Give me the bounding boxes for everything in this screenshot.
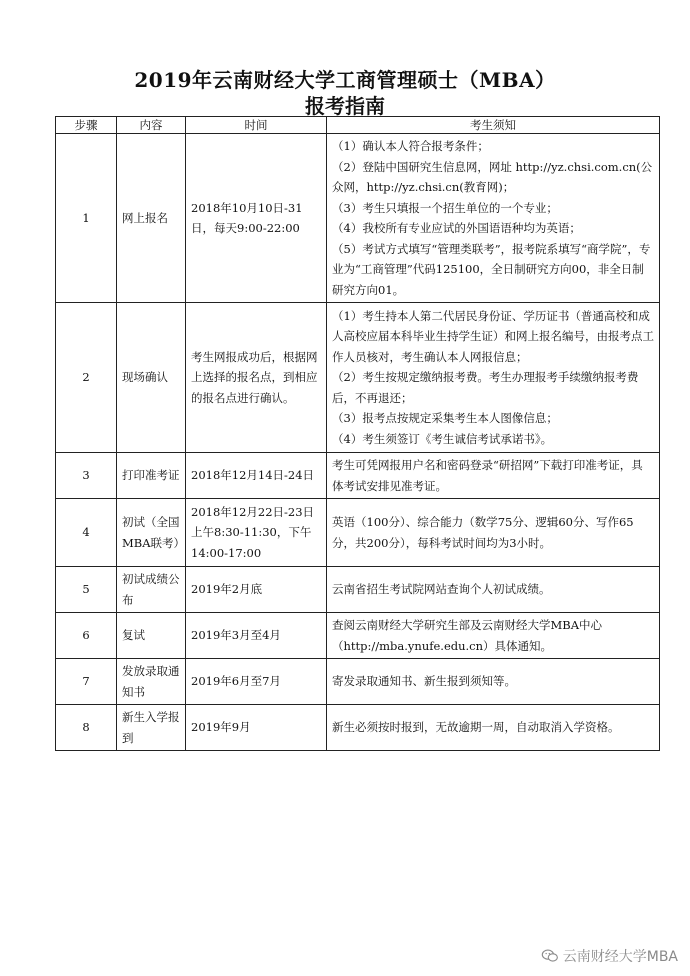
row-step: 7 bbox=[56, 659, 117, 705]
table-row bbox=[56, 613, 660, 659]
row-content: 初试（全国MBA联考） bbox=[117, 499, 186, 567]
row-step: 8 bbox=[56, 705, 117, 751]
note-line: 寄发录取通知书、新生报到须知等。 bbox=[332, 674, 516, 689]
wechat-watermark bbox=[541, 946, 678, 966]
row-step: 6 bbox=[56, 613, 117, 659]
table-row bbox=[56, 499, 660, 567]
row-notes bbox=[327, 567, 660, 613]
row-time: 2018年10月10日-31日，每天9:00-22:00 bbox=[186, 134, 327, 303]
table-row bbox=[56, 303, 660, 453]
application-guide-table bbox=[55, 116, 660, 751]
note-line: （4）我校所有专业应试的外国语语种均为英语； bbox=[332, 221, 581, 235]
row-time: 考生网报成功后，根据网上选择的报名点，到相应的报名点进行确认。 bbox=[186, 303, 327, 453]
header-step: 步骤 bbox=[56, 117, 117, 134]
row-notes bbox=[327, 134, 660, 303]
note-line: （3）考生只填报一个招生单位的一个专业； bbox=[332, 200, 558, 215]
header-notes: 考生须知 bbox=[327, 117, 660, 134]
table-row bbox=[56, 134, 660, 303]
row-notes bbox=[327, 659, 660, 705]
note-line: （3）报考点按规定采集考生本人图像信息； bbox=[332, 411, 558, 426]
row-step: 2 bbox=[56, 303, 117, 453]
document-subtitle: 报考指南 bbox=[305, 94, 385, 118]
note-line: 查阅云南财经大学研究生部及云南财经大学MBA中心（http://mba.ynufe.edu.cn）具体通知。 bbox=[332, 618, 603, 653]
row-content: 现场确认 bbox=[117, 303, 186, 453]
row-notes bbox=[327, 303, 660, 453]
row-time: 2018年12月14日-24日 bbox=[186, 453, 327, 499]
table-row bbox=[56, 705, 660, 751]
row-content: 初试成绩公布 bbox=[117, 567, 186, 613]
note-line: 考生可凭网报用户名和密码登录“研招网”下载打印准考证，具体考试安排见准考证。 bbox=[332, 458, 643, 493]
row-notes bbox=[327, 705, 660, 751]
document-title: 2019年云南财经大学工商管理硕士（MBA） bbox=[134, 68, 556, 92]
table-header-row bbox=[56, 117, 660, 134]
note-line: （1）考生持本人第二代居民身份证、学历证书（普通高校和成人高校应届本科毕业生持学生证）和网上报名编号，由报考点工作人员核对，考生确认本人网报信息； bbox=[332, 308, 654, 364]
header-time: 时间 bbox=[186, 117, 327, 134]
note-line: （4）考生须签订《考生诚信考试承诺书》。 bbox=[332, 431, 553, 446]
note-line: 英语（100分）、综合能力（数学75分、逻辑60分、写作65分，共200分），每科考试时间均为3小时。 bbox=[332, 515, 634, 550]
note-line: （5）考试方式填写“管理类联考”，报考院系填写“商学院”，专业为“工商管理”代码125100，全日制研究方向00，非全日制研究方向01。 bbox=[332, 241, 651, 297]
row-content: 发放录取通知书 bbox=[117, 659, 186, 705]
table-row bbox=[56, 659, 660, 705]
wechat-icon bbox=[541, 949, 559, 963]
note-line: 云南省招生考试院网站查询个人初试成绩。 bbox=[332, 582, 551, 597]
row-time: 2019年6月至7月 bbox=[186, 659, 327, 705]
note-line: （2）登陆中国研究生信息网，网址 http://yz.chsi.com.cn(公众网，http://yz.chsi.cn(教育网)； bbox=[332, 159, 653, 194]
watermark-text: 云南财经大学MBA bbox=[562, 949, 678, 965]
row-content: 复试 bbox=[117, 613, 186, 659]
row-time: 2018年12月22日-23日上午8:30-11:30，下午14:00-17:00 bbox=[186, 499, 327, 567]
row-step: 3 bbox=[56, 453, 117, 499]
header-content: 内容 bbox=[117, 117, 186, 134]
row-content: 网上报名 bbox=[117, 134, 186, 303]
row-time: 2019年2月底 bbox=[186, 567, 327, 613]
table-row bbox=[56, 567, 660, 613]
row-content: 新生入学报到 bbox=[117, 705, 186, 751]
row-notes bbox=[327, 453, 660, 499]
row-time: 2019年9月 bbox=[186, 705, 327, 751]
row-content: 打印准考证 bbox=[117, 453, 186, 499]
row-notes bbox=[327, 613, 660, 659]
row-notes bbox=[327, 499, 660, 567]
row-step: 4 bbox=[56, 499, 117, 567]
table-row bbox=[56, 453, 660, 499]
note-line: （2）考生按规定缴纳报考费。考生办理报考手续缴纳报考费后，不再退还； bbox=[332, 370, 639, 405]
row-time: 2019年3月至4月 bbox=[186, 613, 327, 659]
row-step: 1 bbox=[56, 134, 117, 303]
row-step: 5 bbox=[56, 567, 117, 613]
note-line: （1）确认本人符合报考条件； bbox=[332, 139, 489, 153]
note-line: 新生必须按时报到，无故逾期一周，自动取消入学资格。 bbox=[332, 720, 620, 735]
